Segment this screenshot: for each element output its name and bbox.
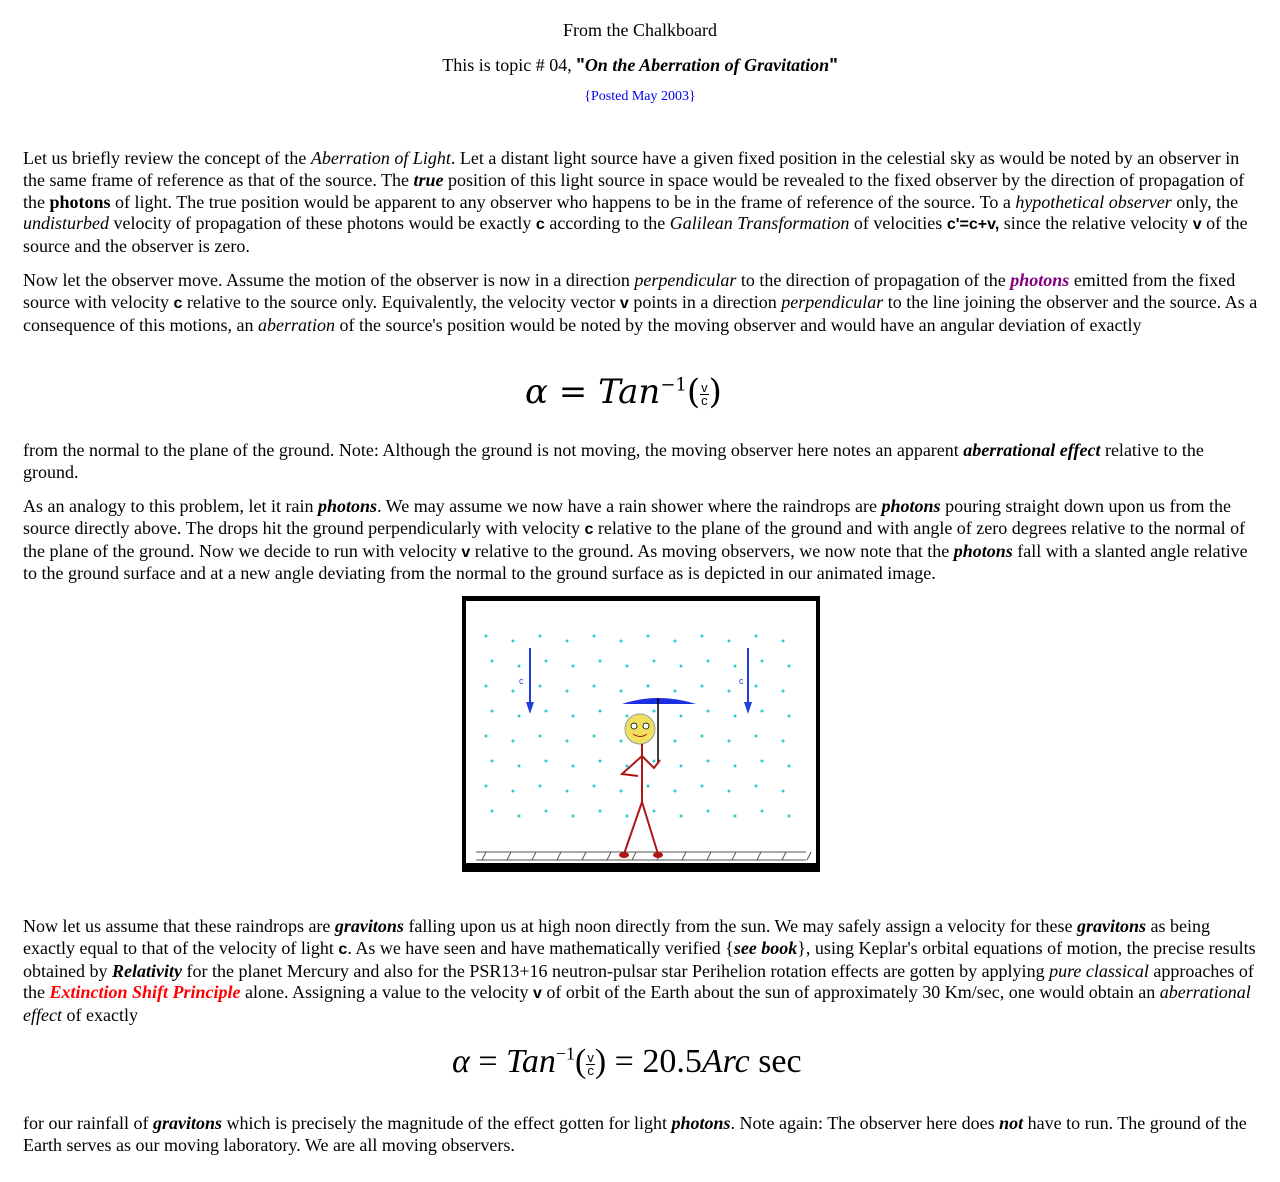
text: pouring straight down upon us from the source directly above. The drops hit the ground perpendicularly with velocity (23, 496, 1232, 538)
raindrop (647, 685, 650, 688)
denominator: c (587, 1062, 594, 1078)
text: emitted from the fixed source with velocity (23, 270, 1236, 312)
emphasis: perpendicular (781, 291, 884, 312)
raindrop (734, 765, 737, 768)
text: velocity of propagation of these photons would be exactly (109, 213, 536, 234)
raindrop (680, 815, 683, 818)
text: position of this light source in space would be revealed to the fixed observer by the direction of propagation of the (23, 169, 1245, 212)
equals-sign: = (478, 1043, 498, 1080)
raindrop (674, 640, 677, 643)
quote-close: " (829, 55, 838, 75)
raindrop (674, 790, 677, 793)
raindrop (755, 635, 758, 638)
emphasis: gravitons (1077, 916, 1147, 936)
raindrop (620, 740, 623, 743)
emphasis: aberrational effect (963, 440, 1101, 460)
raindrop (599, 810, 602, 813)
raindrop (539, 735, 542, 738)
raindrop (518, 815, 521, 818)
arrow-label-right: c (739, 676, 744, 686)
posted-date (0, 89, 1280, 105)
alpha-symbol: α (525, 372, 548, 412)
text: from the normal to the plane of the ground. Note: Although the ground is not moving, the moving observer here notes an apparent (23, 440, 964, 460)
text: relative to the ground. As moving observers, we now note that the (470, 540, 954, 561)
text: . Let a distant light source have a given fixed position in the celestial sky as would be noted by an observer in the same frame of reference as that of the source. The (23, 148, 1240, 190)
symbol-v: v (532, 985, 542, 1003)
text: of velocities (849, 213, 947, 234)
raindrop (701, 785, 704, 788)
raindrop (647, 785, 650, 788)
text: alone. Assigning a value to the velocity (240, 982, 533, 1003)
raindrop (599, 760, 602, 763)
raindrop (788, 815, 791, 818)
text: points in a direction (628, 291, 782, 312)
raindrop (653, 660, 656, 663)
raindrop (788, 665, 791, 668)
raindrop (566, 640, 569, 643)
text: Let us briefly review the concept of the (23, 148, 311, 168)
text: }, using Keplar's orbital equations of motion, the precise results obtained by (23, 937, 1256, 981)
raindrop (674, 740, 677, 743)
function-name: Tan (598, 372, 661, 412)
raindrop (647, 635, 650, 638)
raindrop (626, 815, 629, 818)
raindrop (572, 665, 575, 668)
raindrop (518, 665, 521, 668)
text: relative to the ground. (23, 440, 1204, 482)
emphasis: undisturbed (23, 213, 110, 234)
emphasis: Aberration of Light (310, 148, 451, 168)
raindrop (728, 740, 731, 743)
text: of orbit of the Earth about the sun of approximately 30 Km/sec, one would obtain an (541, 982, 1160, 1003)
equation-aberration-value (452, 1043, 802, 1081)
raindrop (755, 685, 758, 688)
symbol-c: c (173, 294, 183, 312)
paragraph-conclusion (23, 1113, 1263, 1157)
raindrop (593, 735, 596, 738)
paren-close: ) (594, 1043, 607, 1080)
text: . Note again: The observer here does (730, 1113, 1000, 1133)
emphasis: true (413, 169, 444, 190)
raindrop (761, 760, 764, 763)
raindrop (545, 660, 548, 663)
symbol-v: v (461, 543, 471, 561)
paragraph-aberration-of-light (23, 148, 1263, 258)
raindrop (734, 665, 737, 668)
raindrop (761, 660, 764, 663)
raindrop (782, 640, 785, 643)
raindrop (782, 740, 785, 743)
raindrop (734, 715, 737, 718)
fraction-v-over-c (700, 379, 709, 408)
paragraph-ground-note (23, 440, 1263, 484)
site-title: From the Chalkboard (563, 20, 717, 40)
raindrop (593, 685, 596, 688)
raindrop (734, 815, 737, 818)
raindrop (566, 690, 569, 693)
extinction-shift-principle: Extinction Shift Principle (49, 982, 241, 1003)
text: which is precisely the magnitude of the effect gotten for light (221, 1113, 672, 1133)
emphasis: aberration (257, 314, 335, 335)
raindrop (680, 765, 683, 768)
emphasis: photons (881, 496, 941, 516)
arrow-label-left: c (519, 676, 524, 686)
raindrop (512, 740, 515, 743)
raindrop (518, 765, 521, 768)
emphasis: perpendicular (634, 270, 737, 290)
raindrop (782, 690, 785, 693)
raindrop (572, 715, 575, 718)
emphasis: photons (671, 1113, 731, 1133)
raindrop (788, 765, 791, 768)
text: for the planet Mercury and also for the PSR13+16 neutron-pulsar star Perihelion rotation effects are gotten by applying (181, 960, 1050, 981)
raindrop (680, 665, 683, 668)
topic-prefix: This is topic # 04, (442, 55, 572, 75)
raindrop (626, 665, 629, 668)
paren-close: ) (708, 372, 722, 412)
text: . We may assume we now have a rain shower where the raindrops are (376, 496, 882, 516)
symbol-v: v (619, 294, 629, 312)
raindrop (728, 690, 731, 693)
raindrop (653, 760, 656, 763)
raindrop (653, 810, 656, 813)
raindrop (491, 810, 494, 813)
quote-open: " (576, 55, 585, 75)
raindrop (485, 735, 488, 738)
text: . As we have seen and have mathematically verified { (347, 937, 734, 958)
topic-title: On the Aberration of Gravitation (584, 55, 830, 75)
raindrop (620, 790, 623, 793)
text: Now let us assume that these raindrops are (23, 916, 335, 936)
symbol-c: c (535, 216, 545, 234)
raindrop (761, 810, 764, 813)
raindrop (491, 760, 494, 763)
raindrop (701, 635, 704, 638)
text: have to run. The ground of the Earth serves as our moving laboratory. We are all moving observers. (23, 1113, 1247, 1155)
raindrop (491, 660, 494, 663)
raindrop (701, 735, 704, 738)
raindrop (620, 640, 623, 643)
text: falling upon us at high noon directly from the sun. We may safely assign a velocity for these (403, 916, 1078, 936)
raindrop (485, 785, 488, 788)
raindrop (755, 735, 758, 738)
emphasis: gravitons (334, 916, 404, 936)
text: according to the (544, 213, 670, 234)
raindrop (701, 685, 704, 688)
text: fall with a slanted angle relative to the ground surface and at a new angle deviating from the normal to the ground surface as is depicted in our animated image. (23, 540, 1248, 584)
numerator: v (587, 1049, 594, 1065)
raindrop (512, 690, 515, 693)
exponent: −1 (660, 374, 687, 396)
raindrop (626, 765, 629, 768)
paren-open: ( (575, 1043, 587, 1080)
text: since the relative velocity (999, 213, 1193, 234)
text: as being exactly equal to that of the velocity of light (23, 916, 1211, 958)
raindrop (545, 710, 548, 713)
symbol-c: c (584, 520, 594, 538)
raindrop (491, 710, 494, 713)
symbol-c: c (338, 940, 348, 958)
raindrop (566, 790, 569, 793)
text: of light. The true position would be apparent to any observer who happens to be in the frame of reference of the source. To a (110, 191, 1016, 212)
unit-arc: Arc (701, 1043, 750, 1080)
raindrop (572, 765, 575, 768)
text: of the source and the observer is zero. (23, 213, 1248, 257)
topic-heading (0, 55, 1280, 76)
aberration-value: 20.5 (642, 1043, 702, 1080)
emphasis: aberrational effect (23, 982, 1251, 1026)
symbol-v: v (1192, 216, 1202, 234)
fraction-v-over-c (586, 1049, 595, 1078)
emphasis: pure classical (1049, 960, 1149, 981)
raindrop (707, 760, 710, 763)
raindrop (680, 715, 683, 718)
emphasis-photons: photons (1010, 270, 1070, 290)
emphasis: photons (49, 191, 111, 212)
exponent: −1 (555, 1043, 575, 1064)
raindrop (788, 715, 791, 718)
equation-aberration-angle (525, 372, 722, 412)
paragraph-gravitons (23, 916, 1263, 1027)
raindrop (761, 710, 764, 713)
posted-link[interactable]: {Posted May 2003} (584, 89, 696, 104)
emphasis: not (999, 1113, 1024, 1133)
emphasis: hypothetical observer (1015, 191, 1172, 212)
denominator: c (701, 392, 708, 408)
text: only, the (1171, 191, 1239, 212)
text: relative to the plane of the ground and with angle of zero degrees relative to the normal of the plane of the ground. Now we decide to run with velocity (23, 517, 1246, 561)
raindrop (518, 715, 521, 718)
emphasis: photons (953, 540, 1013, 561)
paren-open: ( (686, 372, 701, 412)
raindrop (512, 790, 515, 793)
text: of exactly (61, 1005, 138, 1026)
face-icon (625, 714, 655, 744)
equals-sign: = (558, 372, 588, 412)
raindrop (707, 660, 710, 663)
equals-sign: = (614, 1043, 634, 1080)
raindrop (755, 785, 758, 788)
raindrop (599, 660, 602, 663)
paragraph-observer-moves (23, 270, 1263, 336)
emphasis: Galilean Transformation (669, 213, 850, 234)
text: for our rainfall of (23, 1113, 153, 1133)
text: of the source's position would be noted by the moving observer and would have an angular deviation of exactly (334, 314, 1142, 335)
raindrop (599, 710, 602, 713)
numerator: v (701, 379, 708, 395)
raindrop (539, 635, 542, 638)
formula-inline: c'=c+v, (946, 216, 1000, 234)
emphasis: gravitons (152, 1113, 222, 1133)
raindrop (782, 790, 785, 793)
raindrop (572, 815, 575, 818)
raindrop (674, 690, 677, 693)
unit-sec: sec (758, 1043, 802, 1080)
emphasis: see book (733, 937, 798, 958)
raindrop (485, 685, 488, 688)
function-name: Tan (506, 1043, 556, 1080)
emphasis: Relativity (111, 960, 182, 981)
raindrop (620, 690, 623, 693)
alpha-symbol: α (452, 1043, 470, 1080)
raindrop (485, 635, 488, 638)
paragraph-rain-analogy (23, 496, 1263, 585)
raindrop (728, 790, 731, 793)
text: Now let the observer move. Assume the motion of the observer is now in a direction (23, 270, 635, 290)
text: to the direction of propagation of the (736, 270, 1011, 290)
text: As an analogy to this problem, let it rain (23, 496, 318, 516)
raindrop (539, 785, 542, 788)
raindrop (707, 810, 710, 813)
raindrop (545, 810, 548, 813)
raindrop (512, 640, 515, 643)
text: approaches of the (23, 960, 1254, 1003)
raindrop (545, 760, 548, 763)
text: relative to the source only. Equivalently, the velocity vector (182, 291, 620, 312)
raindrop (653, 710, 656, 713)
text: to the line joining the observer and the source. As a consequence of this motions, an (23, 291, 1258, 335)
raindrop (566, 740, 569, 743)
raindrop (539, 685, 542, 688)
raindrop (707, 710, 710, 713)
raindrop (593, 785, 596, 788)
rain-animation-image (462, 596, 820, 872)
raindrop (593, 635, 596, 638)
raindrop (626, 715, 629, 718)
raindrop (728, 640, 731, 643)
emphasis: photons (317, 496, 377, 516)
